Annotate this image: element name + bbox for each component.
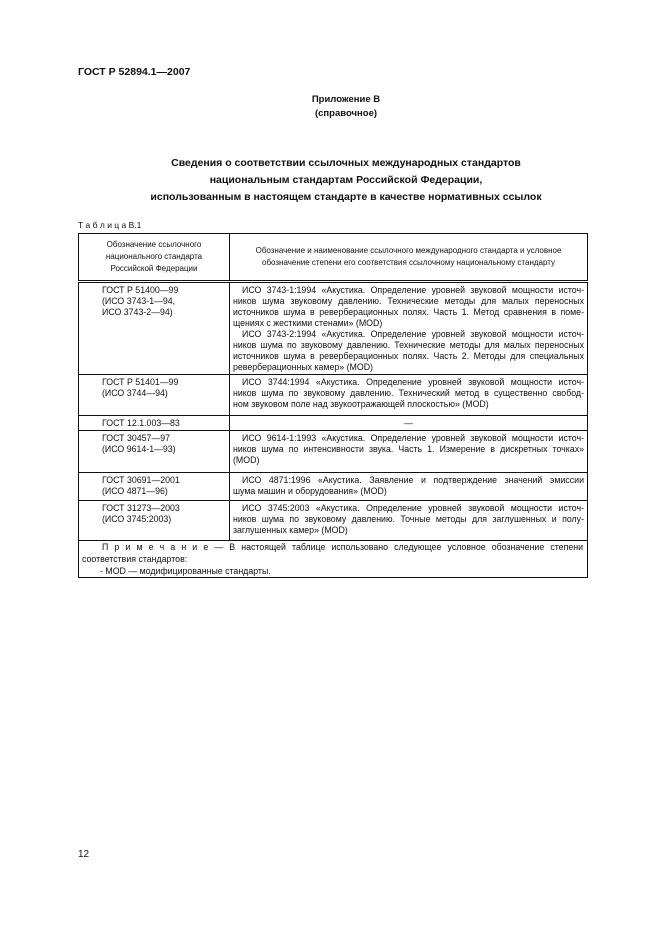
national-standard-cell <box>79 473 230 501</box>
international-standard-line: ИСО 3745:2003 «Акустика. Определение уровней звуковой мощности источ- <box>242 503 584 513</box>
international-standard-line: ИСО 9614-1:1993 «Акустика. Определение уровней звуковой мощности источ- <box>242 433 584 443</box>
international-standard-line: ИСО 3743-1:1994 «Акустика. Определение уровней звуковой мощности источ- <box>242 285 584 295</box>
column-header-line: обозначение степени его соответствия ссылочному национальному стандарту <box>262 258 555 267</box>
table-note-cell <box>79 541 588 578</box>
document-code: ГОСТ Р 52894.1—2007 <box>78 66 191 78</box>
international-standard-line: ников шума по интенсивности звука. Часть 1. Измерение в дискретных точках» <box>233 444 584 454</box>
national-standard-cell <box>79 375 230 416</box>
title-line: Сведения о соответствии ссылочных международных стандартов <box>171 157 521 169</box>
international-standard-line: заглушенных камер» (MOD) <box>233 525 348 535</box>
national-standard-line: ГОСТ 30691—2001 <box>102 475 180 485</box>
appendix-label: Приложение В <box>311 94 381 105</box>
table-row <box>79 501 588 541</box>
national-standard-cell <box>79 282 230 375</box>
international-standard-line: ников шума по звуковому давлению. Технический метод в существенно свобод- <box>233 388 584 398</box>
international-standard-cell <box>230 501 588 541</box>
national-standard-line: (ИСО 9614-1—93) <box>102 444 176 454</box>
international-standard-line: шума машин и оборудования» (MOD) <box>233 486 387 496</box>
column-header-international <box>230 234 588 282</box>
column-header-national <box>79 234 230 282</box>
international-standard-line: ников шума по звуковому давлению. Технические методы для малых переносных <box>233 340 584 350</box>
international-standard-line: реверберационных камер» (MOD) <box>233 362 373 372</box>
table-note-line: соответствия стандартов: <box>82 554 188 564</box>
table-note-line: П р и м е ч а н и е — В настоящей таблице использовано следующее условное обозначение степени <box>102 542 583 552</box>
reference-standards-table <box>78 233 588 578</box>
international-standard-line: ников шума по звуковому давлению. Точные методы для заглушенных и полу- <box>233 514 584 524</box>
international-standard-cell <box>230 375 588 416</box>
table-note-row <box>79 541 588 578</box>
national-standard-cell <box>79 416 230 431</box>
page-number: 12 <box>78 849 90 860</box>
column-header-line: Обозначение ссылочного <box>106 240 202 249</box>
international-standard-cell <box>230 282 588 375</box>
national-standard-line: ГОСТ Р 51400—99 <box>102 285 179 295</box>
table-caption: Т а б л и ц а В.1 <box>78 220 142 230</box>
international-standard-line: ников шума звуковому давлению. Технические методы для малых переносных <box>233 296 584 306</box>
column-header-line: национального стандарта <box>105 252 203 261</box>
national-standard-line: (ИСО 3743-1—94, <box>102 296 176 306</box>
national-standard-line: (ИСО 3744—94) <box>102 388 168 398</box>
column-header-line: Обозначение и наименование ссылочного международного стандарта и условное <box>255 246 562 255</box>
national-standard-line: ГОСТ 30457—97 <box>102 433 171 443</box>
table-note-line: - MOD — модифицированные стандарты. <box>100 566 271 576</box>
table-header-row <box>79 234 588 282</box>
table-row <box>79 473 588 501</box>
national-standard-line: ГОСТ Р 51401—99 <box>102 377 179 387</box>
international-standard-cell <box>230 416 588 431</box>
national-standard-line: ИСО 3743-2—94) <box>102 307 173 317</box>
table-row <box>79 282 588 375</box>
title-line: национальным стандартам Российской Федерации, <box>209 174 483 186</box>
international-standard-cell <box>230 431 588 473</box>
international-standard-line: ИСО 3744:1994 «Акустика. Определение уровней звуковой мощности источ- <box>242 377 584 387</box>
section-title <box>78 155 614 206</box>
international-standard-line: ИСО 4871:1996 «Акустика. Заявление и подтверждение значений эмиссии <box>242 475 584 485</box>
national-standard-cell <box>79 431 230 473</box>
international-standard-line: ном звуковом поле над звукоотражающей плоскостью» (MOD) <box>233 399 489 409</box>
appendix-heading <box>78 93 614 121</box>
international-standard-line: — <box>404 418 413 428</box>
title-line: использованным в настоящем стандарте в качестве нормативных ссылок <box>150 191 542 203</box>
national-standard-line: (ИСО 4871—96) <box>102 486 168 496</box>
column-header-line: Российской Федерации <box>110 264 198 273</box>
international-standard-line: щениях с жесткими стенами» (MOD) <box>233 318 383 328</box>
table-row <box>79 375 588 416</box>
national-standard-line: (ИСО 3745:2003) <box>102 514 172 524</box>
national-standard-line: ГОСТ 31273—2003 <box>102 503 180 513</box>
national-standard-line: ГОСТ 12.1.003—83 <box>102 418 180 428</box>
international-standard-line: источников шума в реверберационных полях. Часть 2. Методы для специальных <box>233 351 584 361</box>
international-standard-line: ИСО 3743-2:1994 «Акустика. Определение уровней звуковой мощности источ- <box>242 329 584 339</box>
appendix-status: (справочное) <box>314 108 378 119</box>
international-standard-cell <box>230 473 588 501</box>
table-row <box>79 431 588 473</box>
international-standard-line: источников шума в реверберационных полях. Часть 1. Метод сравнения в поме- <box>233 307 584 317</box>
table-row <box>79 416 588 431</box>
international-standard-line: (MOD) <box>233 455 260 465</box>
national-standard-cell <box>79 501 230 541</box>
